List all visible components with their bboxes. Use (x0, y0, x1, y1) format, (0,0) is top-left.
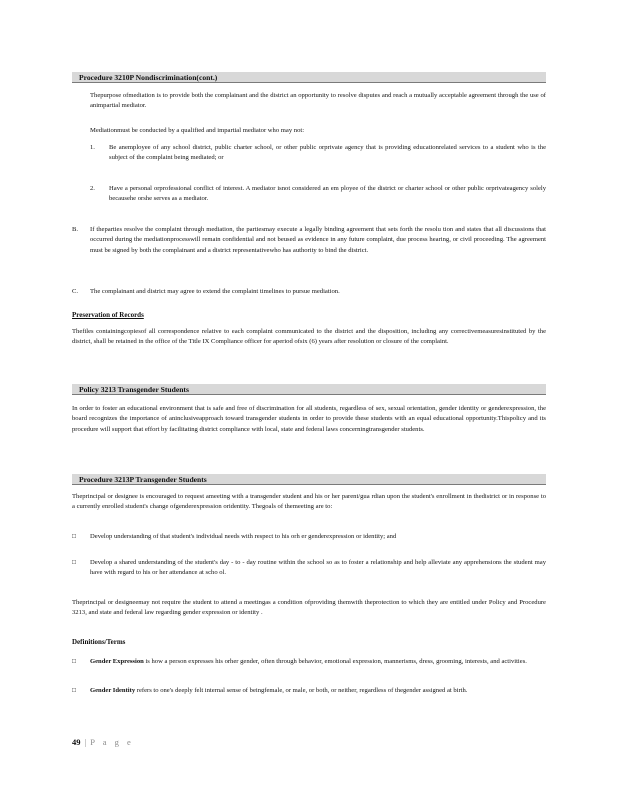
section-header-procedure-3213p: Procedure 3213P Transgender Students (72, 474, 546, 485)
checkbox-bullet-icon: □ (72, 658, 76, 665)
paragraph-item-c: The complainant and district may agree to extend the complaint timelines to pursue mediation. (90, 288, 340, 295)
paragraph-foster-environment: In order to foster an educational environment that is safe and free of discrimination for all students, regardless of sex, sexual orientation, gender identity or genderexpression, the board recognizes the importance of aninclusiveapproach toward transgender students in order to provide these students with an equal educational opportunity.Thispolicy and its procedure will support that effort by facilitating district compliance with local, state and federal laws concerningtransgender students. (72, 405, 546, 433)
definition-term: Gender Expression (90, 658, 144, 665)
heading-preservation-of-records: Preservation of Records (72, 311, 144, 319)
paragraph-meeting-not-required: Theprincipal or designeemay not require the student to attend a meetingas a condition ofproviding themwith theprotection to which they are entitled under Policy and Procedure 3213, and state and federal law regarding gender expression or identity . (72, 599, 546, 617)
list-letter: B. (72, 226, 79, 233)
checkbox-bullet-icon: □ (72, 687, 76, 694)
footer-separator: | (84, 737, 87, 747)
checkbox-bullet-icon: □ (72, 533, 76, 540)
list-number: 2. (90, 185, 95, 192)
checkbox-bullet-icon: □ (72, 559, 76, 566)
paragraph-item-b: If theparties resolve the complaint through mediation, the partiesmay execute a legally binding agreement that sets forth the resolu tion and states that all discussions that occurred during the mediationprocesswill remain confidential and not beused as evidence in any future complaint, due process hearing, or civil proceeding. The agreement must be signed by both the complainant and a district representativewho has authority to bind the district. (90, 226, 546, 254)
section-header-policy-3213: Policy 3213 Transgender Students (72, 384, 546, 395)
definition-text: is how a person expresses his orher gender, often through behavior, emotional expression, mannerisms, dress, grooming, interests, and activities. (145, 658, 527, 665)
paragraph-records-retention: Thefiles containingcopiesof all correspondence relative to each complaint communicated to the district and the disposition, including any correctivemeasuresinstituted by the district, shall be retained in the office of the Title IX Compliance officer for aperiod ofsix (6) years after resolution or closure of the complaint. (72, 328, 546, 346)
definition-text: refers to one's deeply felt internal sense of beingfemale, or male, or both, or neither, regardless of thegender assigned at birth. (136, 687, 468, 694)
definition-gender-expression (90, 657, 546, 667)
list-item: Develop a shared understanding of the student's day - to - day routine within the school so as to foster a relationship and help alleviate any apprehensions the student may have with regard to his or her attendance at scho ol. (90, 559, 546, 577)
page-footer (72, 737, 134, 747)
heading-definitions-terms: Definitions/Terms (72, 638, 126, 646)
list-item: Be anemployee of any school district, public charter school, or other public orprivate agency that is providing educationrelated services to a student who is the subject of the complaint being mediated; or (109, 144, 546, 162)
paragraph-mediation-must: Mediationmust be conducted by a qualified and impartial mediator who may not: (90, 127, 305, 134)
list-number: 1. (90, 144, 95, 151)
paragraph-principal-meeting: Theprincipal or designee is encouraged to request ameeting with a transgender student and his or her parent/gua rdian upon the student's enrollment in thedistrict or in response to a currently enrolled student's change ofgenderexpression oridentity. Thegoals of themeeting are to: (72, 493, 546, 511)
list-item: Have a personal orprofessional conflict of interest. A mediator isnot considered an em ployee of the district or charter school or other public orprivateagency solely becausehe orshe serves as a mediator. (109, 185, 546, 203)
list-item: Develop understanding of that student's individual needs with respect to his orh er genderexpression or identity; and (90, 533, 397, 540)
paragraph-purpose: Thepurpose ofmediation is to provide both the complainant and the district an opportunity to resolve disputes and reach a mutually acceptable agreement through the use of animpartial mediator. (90, 92, 546, 110)
page-label: P a g e (90, 737, 134, 747)
definition-term: Gender Identity (90, 687, 136, 694)
section-header-procedure-3210p: Procedure 3210P Nondiscrimination(cont.) (72, 72, 546, 83)
page-number: 49 (72, 737, 81, 747)
definition-gender-identity (90, 686, 546, 696)
list-letter: C. (72, 288, 79, 295)
